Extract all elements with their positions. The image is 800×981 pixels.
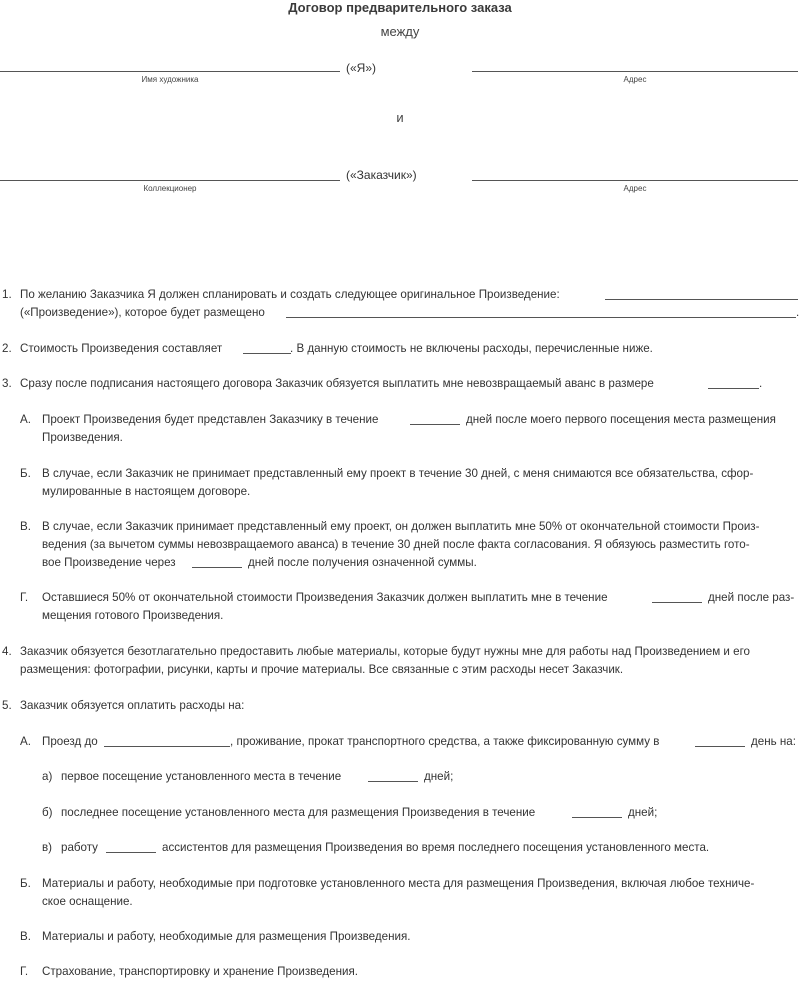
clause-5a-b-post: дней; — [628, 806, 658, 819]
clause-3v-line1: В случае, если Заказчик принимает представленный ему проект, он должен выплатить мне 50% от окончательной стоимости Произ- — [42, 520, 760, 533]
clause-5b-line1: Материалы и работу, необходимые при подготовке установленного места для размещения Произведения, включая любое техниче- — [42, 877, 755, 890]
clause-5a-post: день на: — [751, 735, 796, 748]
clause-number: 1. — [2, 288, 12, 301]
artist-address-line[interactable] — [472, 71, 798, 72]
clause-5a-pre: Проезд до — [42, 735, 98, 748]
client-role-label: («Заказчик») — [346, 168, 417, 182]
clause-3b-line1: В случае, если Заказчик не принимает представленный ему проект в течение 30 дней, с меня снимаются все обязательства, сфор- — [42, 467, 754, 480]
artwork-description-line[interactable] — [605, 299, 798, 300]
document-title: Договор предварительного заказа — [288, 0, 512, 15]
between-label: между — [380, 24, 420, 39]
clause-5g-text: Страхование, транспортировку и хранение Произведения. — [42, 965, 358, 978]
clause-3a-pre: Проект Произведения будет представлен Заказчику в течение — [42, 413, 379, 426]
sub-clause-number: Г. — [20, 591, 29, 604]
clause-3-pre: Сразу после подписания настоящего договора Заказчик обязуется выплатить мне невозвращаемый аванс в размере — [20, 377, 654, 390]
final-payment-days-blank[interactable] — [652, 602, 702, 603]
clause-5a-b-pre: последнее посещение установленного места для размещения Произведения в течение — [61, 806, 536, 819]
clause-1-end: . — [796, 306, 800, 319]
clause-3a-line2: Произведения. — [42, 431, 123, 444]
sub-clause-number: В. — [20, 520, 31, 533]
clause-5b-line2: ское оснащение. — [42, 895, 133, 908]
install-days-blank[interactable] — [192, 567, 242, 568]
sub-clause-number: А. — [20, 413, 31, 426]
item-letter: б) — [42, 806, 53, 819]
clause-2-pre: Стоимость Произведения составляет — [20, 342, 223, 355]
clause-3-post: . — [759, 377, 763, 390]
artist-role-label: («Я») — [346, 61, 377, 75]
clause-1-line2: («Произведение»), которое будет размещено — [20, 306, 265, 319]
item-letter: в) — [42, 841, 53, 854]
clause-5-text: Заказчик обязуется оплатить расходы на: — [20, 699, 245, 712]
client-name-caption: Коллекционер — [143, 184, 197, 193]
travel-destination-blank[interactable] — [104, 746, 230, 747]
item-letter: а) — [42, 770, 53, 783]
clause-5a-a-pre: первое посещение установленного места в течение — [61, 770, 342, 783]
clause-3g-line2: мещения готового Произведения. — [42, 609, 224, 622]
last-visit-days-blank[interactable] — [572, 817, 622, 818]
sub-clause-number: Б. — [20, 467, 31, 480]
clause-3v-line3-post: дней после получения означенной суммы. — [248, 556, 477, 569]
clause-4-line1: Заказчик обязуется безотлагательно предоставить любые материалы, которые будут нужны мне для работы над Произведением и его — [20, 645, 750, 658]
clause-number: 4. — [2, 645, 12, 658]
and-label: и — [396, 110, 404, 125]
project-days-blank[interactable] — [410, 424, 460, 425]
clause-3g-pre: Оставшиеся 50% от окончательной стоимости Произведения Заказчик должен выплатить мне в течение — [42, 591, 608, 604]
artist-name-line[interactable] — [0, 71, 340, 72]
clause-1-line1: По желанию Заказчика Я должен спланировать и создать следующее оригинальное Произведение: — [20, 288, 560, 301]
client-address-caption: Адрес — [623, 184, 647, 193]
clause-3g-post: дней после раз- — [708, 591, 795, 604]
client-address-line[interactable] — [472, 180, 798, 181]
first-visit-days-blank[interactable] — [368, 781, 418, 782]
clause-number: 3. — [2, 377, 12, 390]
per-diem-blank[interactable] — [695, 746, 745, 747]
sub-clause-number: Б. — [20, 877, 31, 890]
clause-5a-a-post: дней; — [424, 770, 454, 783]
sub-clause-number: А. — [20, 735, 31, 748]
client-name-line[interactable] — [0, 180, 340, 181]
sub-clause-number: Г. — [20, 965, 29, 978]
clause-4-line2: размещения: фотографии, рисунки, карты и прочие материалы. Все связанные с этим расходы несет Заказчик. — [20, 663, 624, 676]
advance-blank[interactable] — [708, 388, 759, 389]
clause-number: 2. — [2, 342, 12, 355]
clause-3v-line2: ведения (за вычетом суммы невозвращаемого аванса) в течение 30 дней после факта согласования. Я обязуюсь разместить гото- — [42, 538, 750, 551]
clause-3a-post: дней после моего первого посещения места размещения — [466, 413, 776, 426]
artist-address-caption: Адрес — [623, 75, 647, 84]
clause-5a-mid: , проживание, прокат транспортного средства, а также фиксированную сумму в — [230, 735, 660, 748]
clause-3v-line3-pre: вое Произведение через — [42, 556, 176, 569]
clause-5a-v-pre: работу — [61, 841, 98, 854]
sub-clause-number: В. — [20, 930, 31, 943]
placement-location-line[interactable] — [286, 317, 796, 318]
clause-5a-v-post: ассистентов для размещения Произведения во время последнего посещения установленного места. — [162, 841, 710, 854]
artist-name-caption: Имя художника — [141, 75, 199, 84]
assistants-count-blank[interactable] — [106, 852, 156, 853]
clause-3b-line2: мулированные в настоящем договоре. — [42, 485, 251, 498]
price-blank[interactable] — [243, 353, 291, 354]
clause-2-post: . В данную стоимость не включены расходы, перечисленные ниже. — [290, 342, 653, 355]
clause-5v-text: Материалы и работу, необходимые для размещения Произведения. — [42, 930, 411, 943]
clause-number: 5. — [2, 699, 12, 712]
